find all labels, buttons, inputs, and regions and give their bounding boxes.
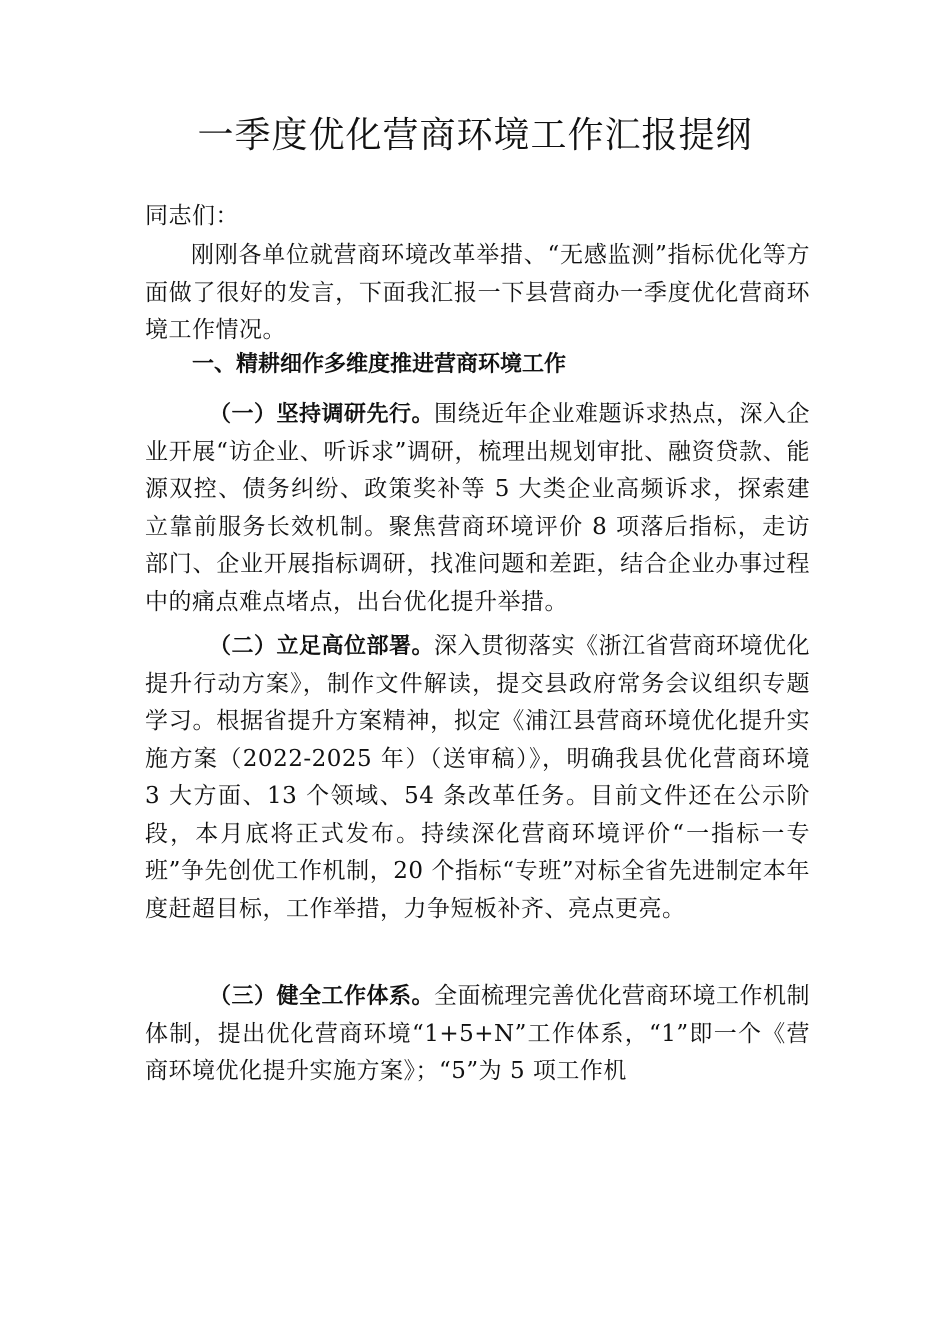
paragraph-work-system bbox=[145, 978, 810, 1091]
salutation: 同志们： bbox=[145, 203, 239, 229]
section-heading: 一、精耕细作多维度推进营商环境工作 bbox=[192, 352, 567, 377]
paragraph-lead: （一）坚持调研先行。 bbox=[209, 402, 435, 427]
paragraph-lead: （三）健全工作体系。 bbox=[209, 984, 435, 1009]
paragraph-research-first bbox=[145, 396, 810, 621]
paragraph-text: 围绕近年企业难题诉求热点，深入企业开展“访企业、听诉求”调研，梳理出规划审批、融资贷款、能源双控、债务纠纷、政策奖补等 5 大类企业高频诉求，探索建立靠前服务长效机制。聚焦营商环境评价 8 项落后指标，走访部门、企业开展指标调研，找准问题和差距，结合企业办事过程中的痛点难点堵点，出台优化提升举措。 bbox=[145, 401, 811, 615]
paragraph-lead: （二）立足高位部署。 bbox=[209, 634, 435, 659]
paragraph-high-level-deployment bbox=[145, 628, 810, 928]
paragraph-text: 深入贯彻落实《浙江省营商环境优化提升行动方案》，制作文件解读，提交县政府常务会议组织专题学习。根据省提升方案精神，拟定《浦江县营商环境优化提升实施方案（2022-2025 年）（送审稿）》，明确我县优化营商环境 3 大方面、13 个领域、54 条改革任务。目前文件还在公示阶段，本月底将正式发布。持续深化营商环境评价“一指标一专班”争先创优工作机制，20 个指标“专班”对标全省先进制定本年度赶超目标，工作举措，力争短板补齐、亮点更亮。 bbox=[145, 633, 811, 922]
document-title: 一季度优化营商环境工作汇报提纲 bbox=[197, 115, 753, 156]
intro-paragraph: 刚刚各单位就营商环境改革举措、“无感监测”指标优化等方面做了很好的发言，下面我汇报一下县营商办一季度优化营商环境工作情况。 bbox=[145, 242, 810, 343]
paragraph-text: 全面梳理完善优化营商环境工作机制体制，提出优化营商环境“1+5+N”工作体系，“1”即一个《营商环境优化提升实施方案》；“5”为 5 项工作机 bbox=[145, 983, 811, 1084]
